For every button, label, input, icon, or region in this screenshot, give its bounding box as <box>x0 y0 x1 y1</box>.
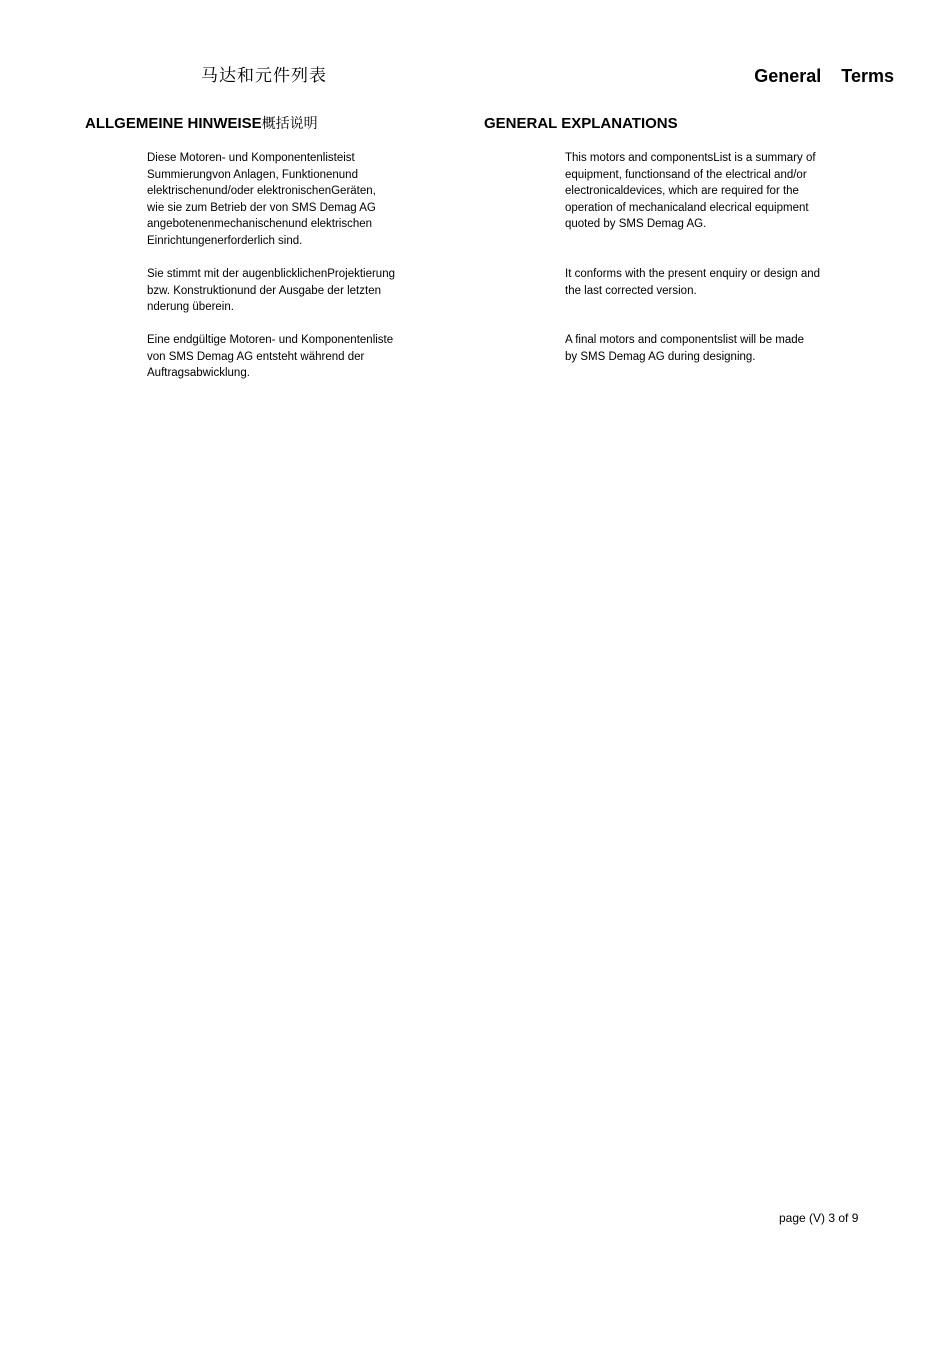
english-paragraph-1: This motors and componentsList is a summary of equipment, functionsand of the electrical and/or electronicaldevices, which are required for the operation of mechanicaland elecrical equipment quoted by SMS Demag AG. <box>565 152 816 231</box>
document-title-chinese: 马达和元件列表 <box>201 66 327 86</box>
german-heading-text: ALLGEMEINE HINWEISE <box>85 115 262 132</box>
german-paragraph-3: Eine endgültige Motoren- und Komponentenliste von SMS Demag AG entsteht während der Auftragsabwicklung. <box>147 334 394 380</box>
document-title-general-terms: General Terms <box>754 66 894 86</box>
english-text-column <box>565 150 855 365</box>
english-paragraph-2: It conforms with the present enquiry or design and the last corrected version. <box>565 268 821 297</box>
page-number: page (V) 3 of 9 <box>779 1211 859 1225</box>
english-section-heading: GENERAL EXPLANATIONS <box>484 115 678 132</box>
german-heading-chinese: 概括说明 <box>261 116 318 132</box>
german-text-column <box>147 150 437 382</box>
german-paragraph-2: Sie stimmt mit der augenblicklichenProjektierung bzw. Konstruktionund der Ausgabe der letzten nderung überein. <box>147 268 395 314</box>
english-paragraph-3: A final motors and componentslist will be made by SMS Demag AG during designing. <box>565 334 805 363</box>
german-paragraph-1: Diese Motoren- und Komponentenlisteist Summierungvon Anlagen, Funktionenund elektrischenund/oder elektronischenGeräten, wie sie zum Betrieb der von SMS Demag AG angebotenenmechanischenund elektrischen Einrichtungenerforderlich sind. <box>147 152 376 247</box>
german-section-heading <box>85 115 318 133</box>
